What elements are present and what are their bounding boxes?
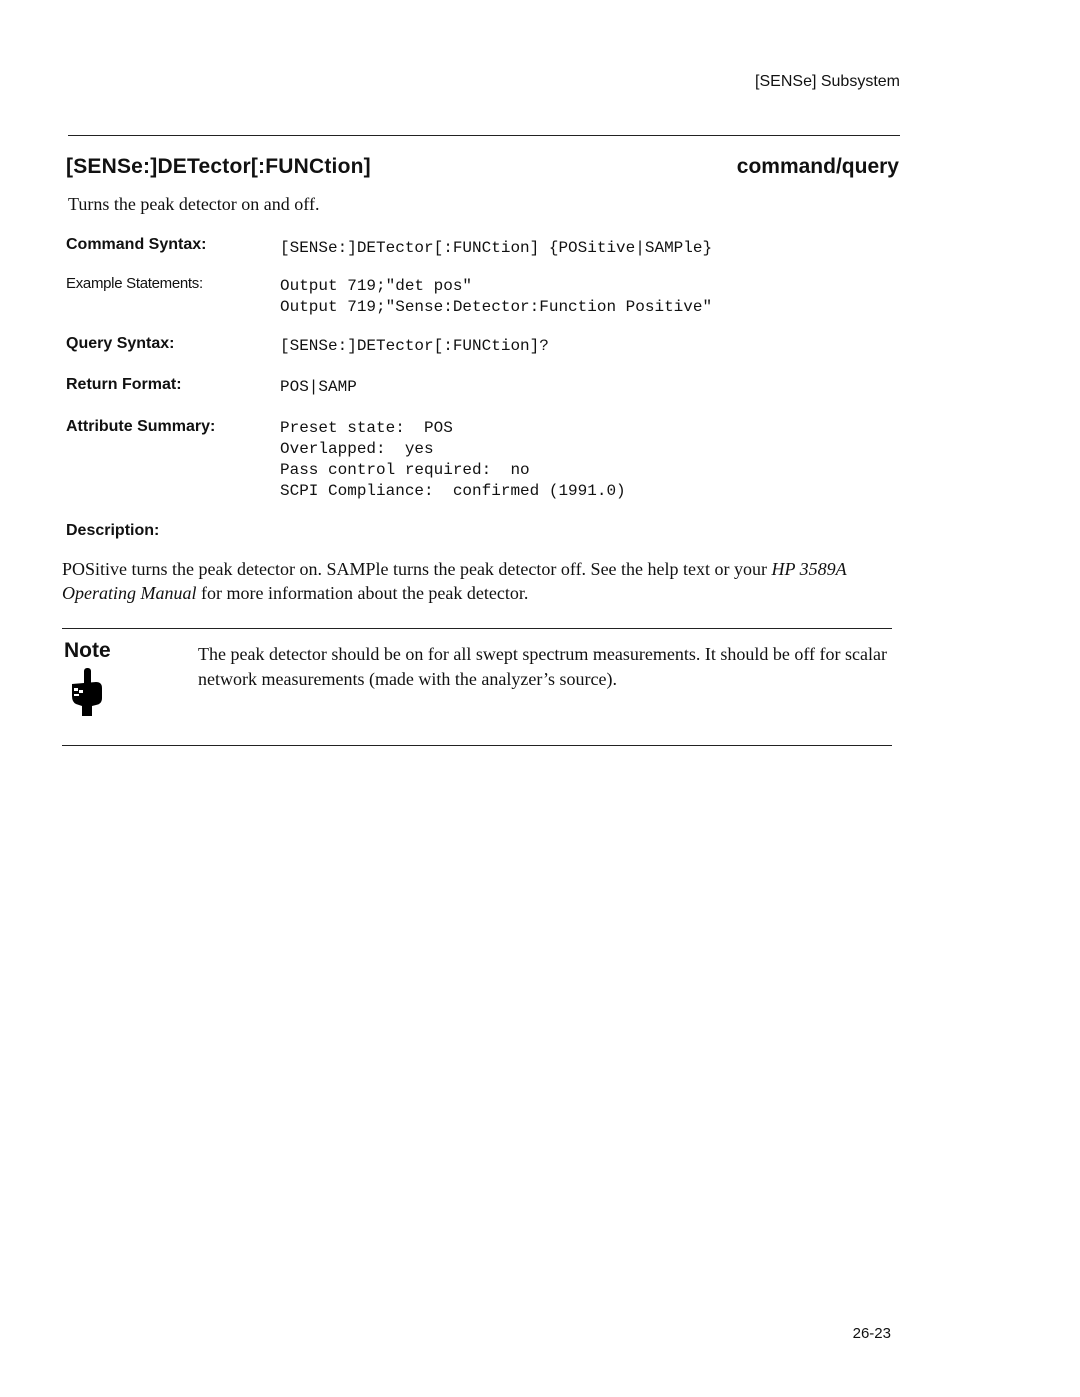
return-format-label: Return Format: bbox=[66, 376, 182, 393]
attribute-line: Overlapped: yes bbox=[280, 440, 434, 458]
query-syntax-label: Query Syntax: bbox=[66, 335, 175, 352]
command-syntax-label: Command Syntax: bbox=[66, 236, 207, 253]
top-rule bbox=[68, 135, 900, 136]
example-statements-label: Example Statements: bbox=[66, 275, 203, 292]
example-statement-line: Output 719;"det pos" bbox=[280, 277, 473, 295]
example-statement-line: Output 719;"Sense:Detector:Function Positive" bbox=[280, 298, 713, 316]
pointing-hand-icon bbox=[70, 668, 104, 718]
description-label: Description: bbox=[66, 522, 160, 539]
query-syntax-value: [SENSe:]DETector[:FUNCtion]? bbox=[280, 337, 549, 355]
command-type: command/query bbox=[736, 155, 899, 178]
running-head: [SENSe] Subsystem bbox=[755, 73, 900, 90]
return-format-value: POS|SAMP bbox=[280, 378, 357, 396]
description-text-part: POSitive turns the peak detector on. SAMPle turns the peak detector off. See the help text or your bbox=[62, 559, 772, 579]
description-text bbox=[62, 557, 902, 605]
attribute-summary-label: Attribute Summary: bbox=[66, 418, 216, 435]
command-title: [SENSe:]DETector[:FUNCtion] bbox=[66, 155, 371, 178]
note-label: Note bbox=[64, 639, 111, 662]
note-bottom-rule bbox=[62, 745, 892, 746]
attribute-line: Preset state: POS bbox=[280, 419, 453, 437]
note-top-rule bbox=[62, 628, 892, 629]
manual-title: HP 3589A Operating Manual bbox=[62, 559, 847, 603]
attribute-line: Pass control required: no bbox=[280, 461, 530, 479]
attribute-line: SCPI Compliance: confirmed (1991.0) bbox=[280, 482, 626, 500]
page-number: 26-23 bbox=[852, 1325, 891, 1342]
command-syntax-value: [SENSe:]DETector[:FUNCtion] {POSitive|SAMPle} bbox=[280, 239, 713, 257]
command-intro: Turns the peak detector on and off. bbox=[68, 194, 320, 214]
note-text: The peak detector should be on for all swept spectrum measurements. It should be off for scalar network measurements (made with the analyzer’s source). bbox=[198, 644, 887, 689]
description-text-part: for more information about the peak detector. bbox=[196, 583, 529, 603]
